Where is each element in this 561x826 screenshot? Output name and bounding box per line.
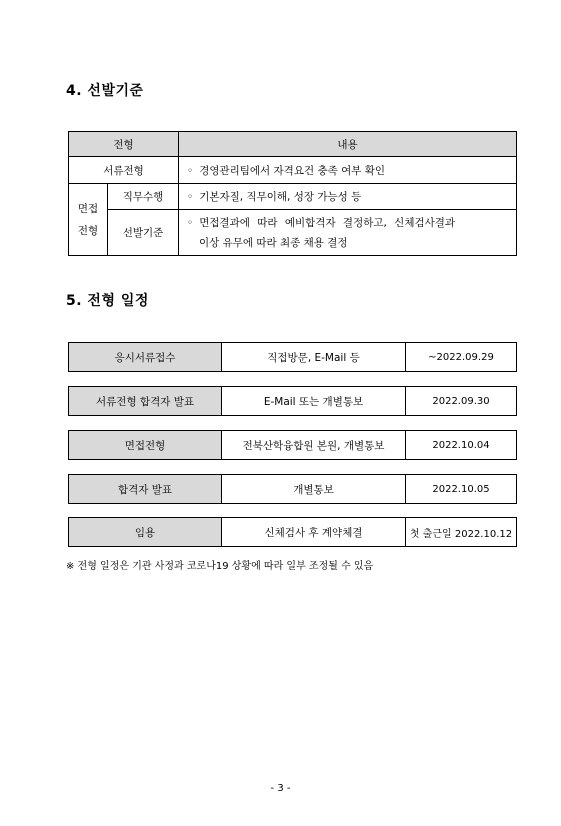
- schedule-row: [68, 430, 517, 460]
- schedule-date: 2022.10.05: [432, 483, 490, 495]
- schedule-row: [68, 517, 517, 547]
- section-5-title: 5. 전형 일정: [66, 293, 149, 309]
- schedule-row: [68, 342, 517, 372]
- row-content-criteria: ◦ 면접결과에 따라 예비합격자 결정하고, 신체검사결과 이상 유무에 따라 최종 채용 결정: [179, 210, 517, 256]
- schedule-method: 신체검사 후 계약체결: [222, 518, 406, 546]
- bullet-icon: ◦: [187, 191, 194, 203]
- schedule-label: 면접전형: [69, 431, 222, 459]
- bullet-icon: ◦: [187, 164, 194, 177]
- schedule-row: [68, 386, 517, 416]
- schedule-date: 첫 출근일 2022.10.12: [409, 528, 513, 540]
- page-number: - 3 -: [270, 783, 291, 794]
- schedule-label: 임용: [69, 518, 222, 546]
- header-type: 전형: [69, 132, 179, 157]
- row-label-document: 서류전형: [69, 157, 179, 184]
- table-row: [69, 184, 517, 210]
- row-label-tasks: 직무수행: [108, 184, 179, 210]
- bullet-icon: ◦: [187, 216, 194, 229]
- schedule-method: E-Mail 또는 개별통보: [222, 387, 406, 415]
- schedule-date: 2022.10.04: [432, 439, 490, 451]
- schedule-label: 응시서류접수: [69, 343, 222, 371]
- schedule-method: 개별통보: [222, 475, 406, 503]
- schedule-method: 전북산학융합원 본원, 개별통보: [222, 431, 406, 459]
- header-content: 내용: [179, 132, 517, 157]
- row-label-criteria: 선발기준: [108, 210, 179, 256]
- table-row: [69, 157, 517, 184]
- row-group-interview: [69, 184, 108, 256]
- interview-group-line2: 전형: [77, 224, 99, 237]
- row-content-tasks: ◦ 기본자질, 직무이해, 성장 가능성 등: [179, 184, 517, 210]
- selection-criteria-table: [68, 131, 517, 256]
- schedule-date: ~2022.09.29: [428, 351, 494, 363]
- schedule-label: 합격자 발표: [69, 475, 222, 503]
- row-content-document: ◦ 경영관리팀에서 자격요건 충족 여부 확인: [179, 157, 517, 184]
- schedule-method: 직접방문, E-Mail 등: [222, 343, 406, 371]
- schedule-label: 서류전형 합격자 발표: [69, 387, 222, 415]
- schedule-date: 2022.09.30: [432, 395, 490, 407]
- schedule-note: ※ 전형 일정은 기관 사정과 코로나19 상황에 따라 일부 조정될 수 있음: [66, 561, 374, 572]
- schedule-row: [68, 474, 517, 504]
- interview-group-line1: 면접: [77, 202, 99, 215]
- section-4-title: 4. 선발기준: [66, 83, 144, 99]
- table-header-row: [69, 132, 517, 157]
- table-row: [69, 210, 517, 256]
